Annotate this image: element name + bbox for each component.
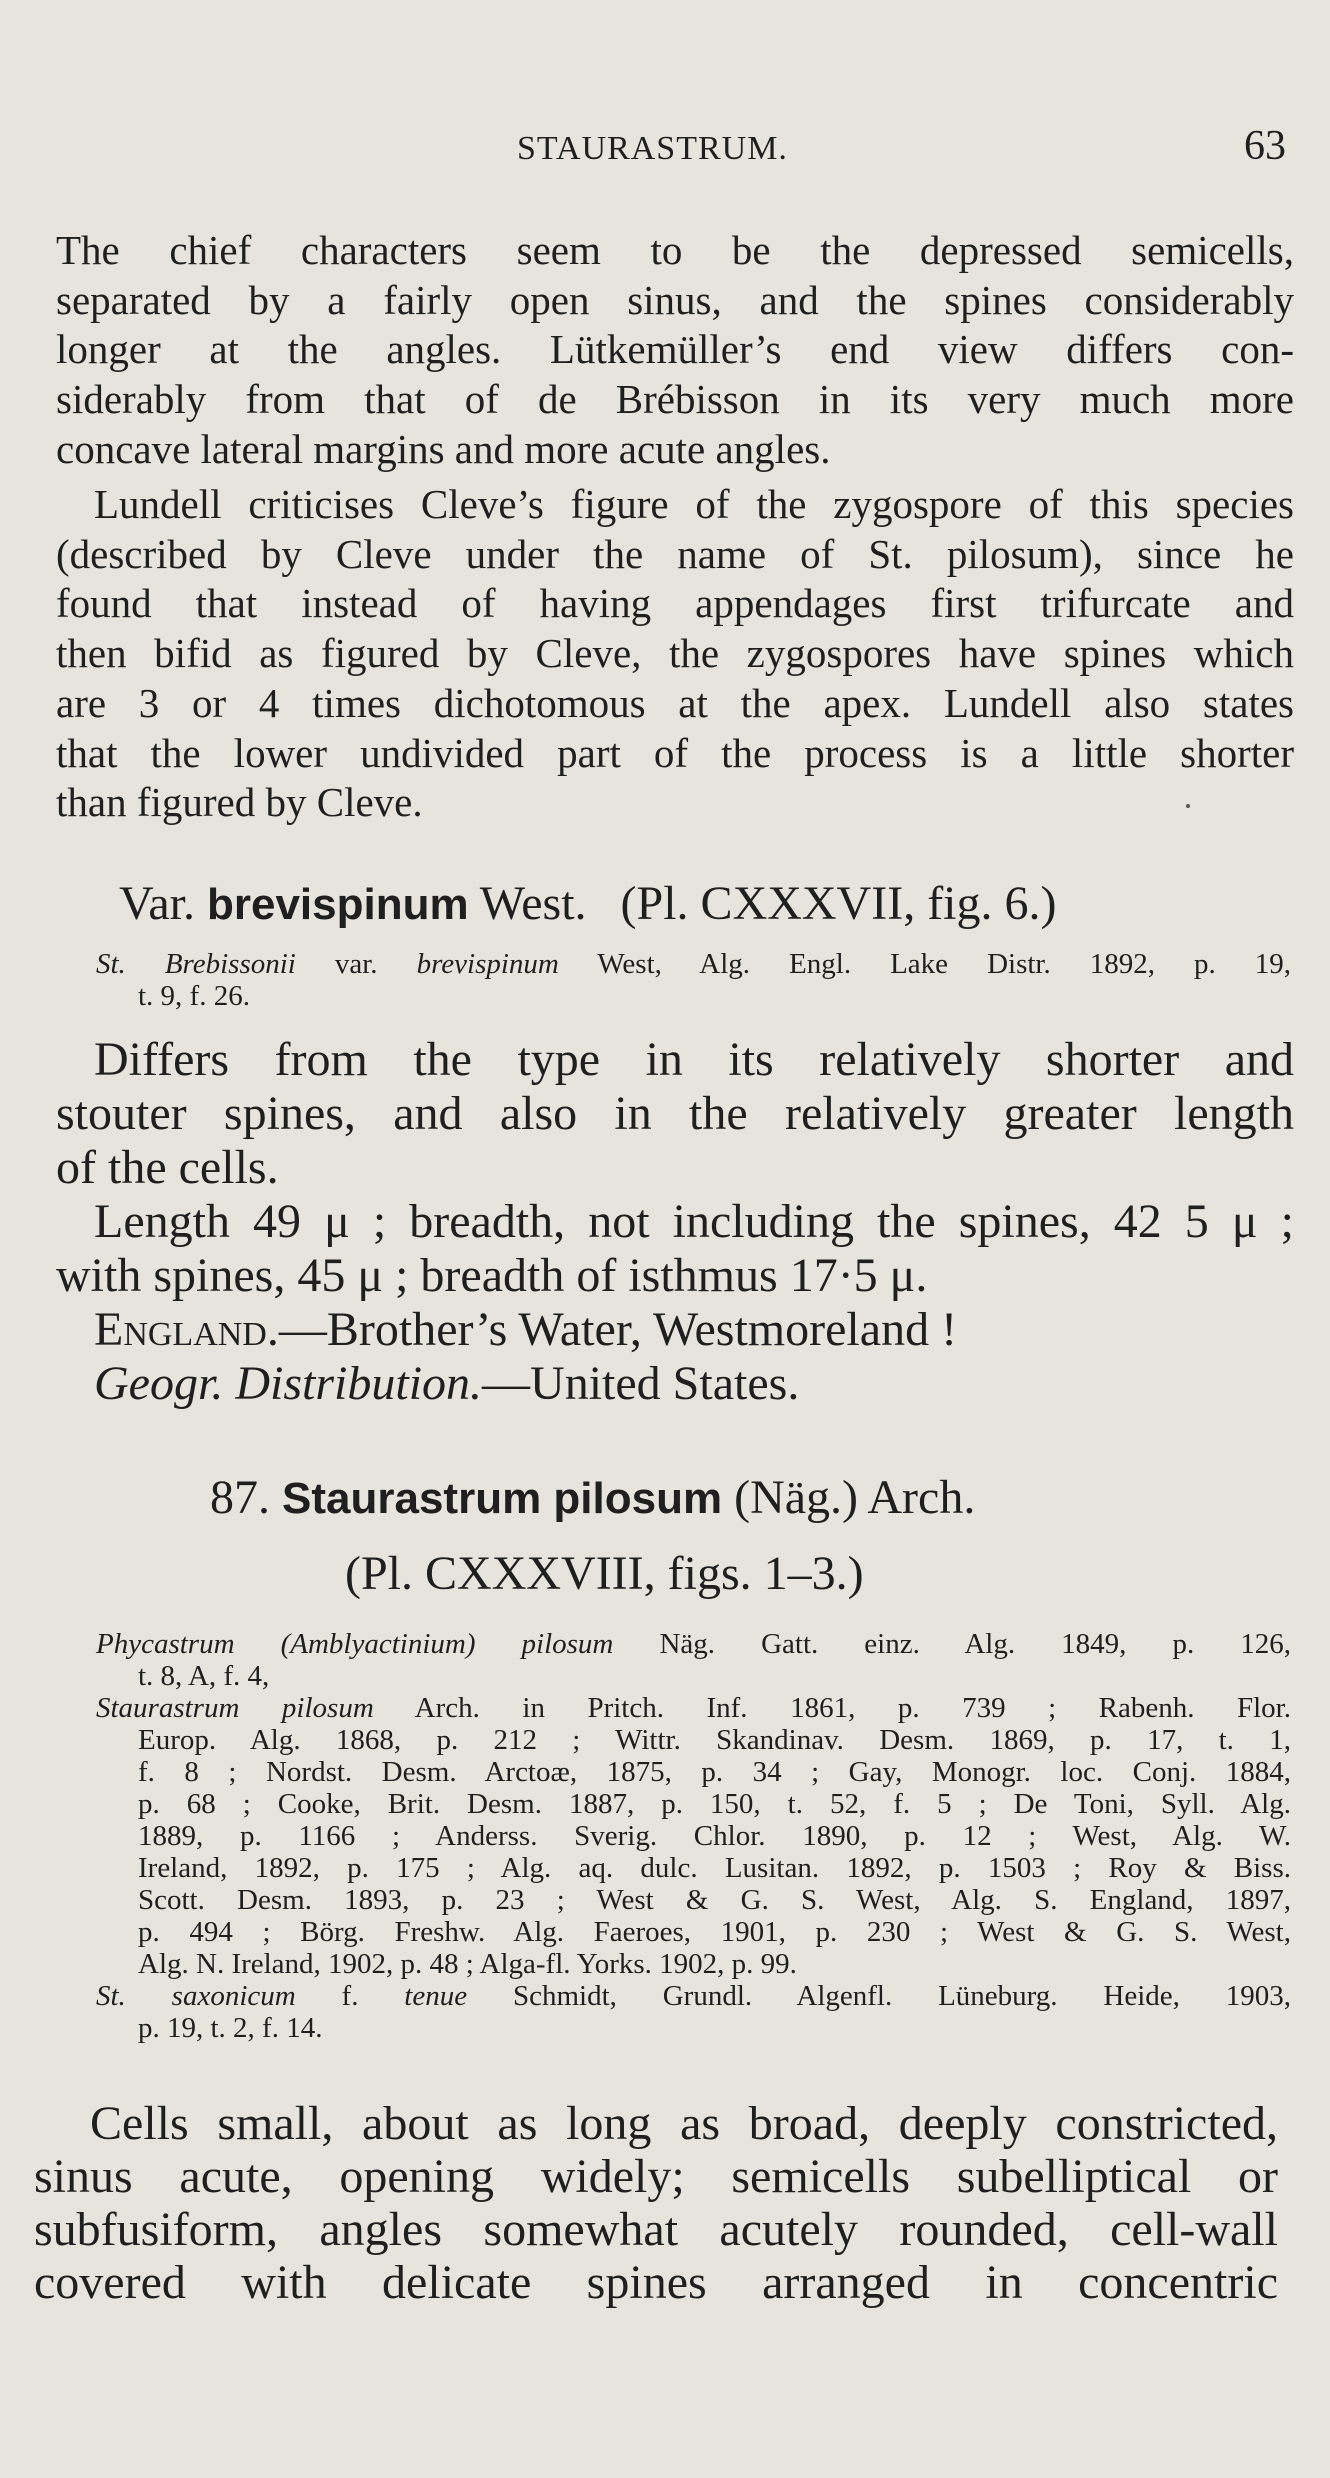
text-line: siderably from that of de Brébisson in its very much more	[56, 376, 1294, 423]
text-line: longer at the angles. Lütkemüller’s end view differs con-	[56, 326, 1294, 373]
species-number: 87.	[210, 1471, 270, 1524]
synonymy-citation: p. 19, t. 2, f. 14.	[138, 2012, 323, 2044]
species-description	[34, 2097, 1278, 2309]
variety-name: brevispinum	[206, 880, 469, 929]
text-line: concave lateral margins and more acute angles.	[56, 425, 831, 472]
printer-speck	[1186, 804, 1190, 808]
synonymy-taxon: tenue	[404, 1980, 468, 2012]
synonymy-line	[96, 1884, 1291, 1916]
synonymy-taxon: St. saxonicum	[96, 1980, 296, 2012]
text-line: (described by Cleve under the name of St. pilosum), since he	[56, 530, 1294, 577]
synonymy-taxon: Staurastrum pilosum	[96, 1692, 374, 1724]
variety-description	[56, 1033, 1294, 1411]
synonymy-line	[96, 1948, 1291, 1980]
ref-var: var.	[334, 948, 378, 980]
species-name: Staurastrum pilosum	[282, 1474, 723, 1523]
text-line: separated by a fairly open sinus, and the spines considerably	[56, 276, 1294, 323]
species-synonymy	[96, 1628, 1291, 2044]
intro-paragraph	[56, 226, 1294, 475]
synonymy-line	[96, 2012, 1291, 2044]
synonymy-citation: p. 68 ; Cooke, Brit. Desm. 1887, p. 150, t. 52, f. 5 ; De Toni, Syll. Alg.	[138, 1788, 1291, 1820]
synonymy-citation: Ireland, 1892, p. 175 ; Alg. aq. dulc. Lusitan. 1892, p. 1503 ; Roy & Biss.	[138, 1852, 1291, 1884]
species-plate: (Pl. CXXXVIII, figs. 1–3.)	[345, 1547, 864, 1600]
synonymy-citation: f.	[295, 1980, 405, 2012]
synonymy-citation: Scott. Desm. 1893, p. 23 ; West & G. S. West, Alg. S. England, 1897,	[138, 1884, 1291, 1916]
synonymy-line	[96, 1724, 1291, 1756]
england-text: —Brother’s Water, Westmoreland !	[278, 1303, 958, 1356]
variety-author: West.	[479, 877, 587, 930]
ref-taxon-var: brevispinum	[416, 948, 559, 980]
synonymy-line	[96, 1852, 1291, 1884]
measurement-line: with spines, 45 μ ; breadth of isthmus 17·5 μ.	[56, 1249, 928, 1302]
ref-taxon: St. Brebissonii	[96, 948, 296, 980]
measurement-line: Length 49 μ ; breadth, not including the spines, 42 5 μ ;	[94, 1195, 1294, 1248]
lundell-paragraph	[56, 480, 1294, 828]
synonymy-citation: 1889, p. 1166 ; Anderss. Sverig. Chlor. 1890, p. 12 ; West, Alg. W.	[138, 1820, 1291, 1852]
synonymy-line	[96, 1756, 1291, 1788]
ref-line	[96, 948, 1291, 980]
text-line: are 3 or 4 times dichotomous at the apex. Lundell also states	[56, 679, 1294, 726]
text-line: found that instead of having appendages first trifurcate and	[56, 580, 1294, 627]
synonymy-taxon: Phycastrum (Amblyactinium) pilosum	[96, 1628, 614, 1660]
synonymy-citation: Näg. Gatt. einz. Alg. 1849, p. 126,	[613, 1628, 1291, 1660]
synonymy-line	[96, 1692, 1291, 1724]
synonymy-line	[96, 1820, 1291, 1852]
england-label: England.	[94, 1303, 279, 1356]
text-line: sinus acute, opening widely; semicells subelliptical or	[34, 2150, 1278, 2203]
text-line: stouter spines, and also in the relatively greater length	[56, 1087, 1294, 1140]
text-line: that the lower undivided part of the process is a little shorter	[56, 729, 1294, 776]
variety-plate: (Pl. CXXXVII, fig. 6.)	[620, 877, 1057, 930]
ref-line: t. 9, f. 26.	[138, 980, 250, 1012]
text-line: The chief characters seem to be the depressed semicells,	[56, 227, 1294, 273]
variety-heading	[119, 876, 1057, 931]
synonymy-line	[96, 1660, 1291, 1692]
synonymy-citation: Europ. Alg. 1868, p. 212 ; Wittr. Skandinav. Desm. 1869, p. 17, t. 1,	[138, 1724, 1291, 1756]
text-line: covered with delicate spines arranged in concentric	[34, 2256, 1278, 2309]
geogr-text: —United States.	[482, 1357, 800, 1410]
text-line: subfusiform, angles somewhat acutely rounded, cell-wall	[34, 2203, 1278, 2256]
species-heading	[210, 1470, 975, 1525]
distribution-england	[56, 1303, 1294, 1357]
running-title: STAURASTRUM.	[517, 130, 788, 167]
text-line: Lundell criticises Cleve’s figure of the zygospore of this species	[94, 481, 1294, 527]
synonymy-line	[96, 1628, 1291, 1660]
geogr-label: Geogr. Distribution.	[94, 1357, 483, 1410]
synonymy-line	[96, 1916, 1291, 1948]
variety-reference	[96, 948, 1291, 1012]
synonymy-citation: Schmidt, Grundl. Algenfl. Lüneburg. Heide, 1903,	[467, 1980, 1291, 2012]
distribution-geogr	[56, 1357, 1294, 1411]
text-line: Cells small, about as long as broad, deeply constricted,	[90, 2097, 1278, 2150]
synonymy-citation: Arch. in Pritch. Inf. 1861, p. 739 ; Rabenh. Flor.	[373, 1692, 1291, 1724]
synonymy-citation: t. 8, A, f. 4,	[138, 1660, 270, 1692]
species-author: (Näg.) Arch.	[734, 1471, 976, 1524]
ref-citation: West, Alg. Engl. Lake Distr. 1892, p. 19,	[597, 948, 1291, 980]
page-number: 63	[1244, 123, 1286, 169]
text-line: Differs from the type in its relatively shorter and	[94, 1033, 1294, 1086]
text-line: than figured by Cleve.	[56, 779, 423, 826]
text-line: of the cells.	[56, 1141, 279, 1194]
synonymy-line	[96, 1980, 1291, 2012]
text-line: then bifid as figured by Cleve, the zygospores have spines which	[56, 630, 1294, 677]
synonymy-citation: Alg. N. Ireland, 1902, p. 48 ; Alga-fl. Yorks. 1902, p. 99.	[138, 1948, 797, 1980]
synonymy-citation: p. 494 ; Börg. Freshw. Alg. Faeroes, 1901, p. 230 ; West & G. S. West,	[138, 1916, 1291, 1948]
variety-prefix: Var.	[119, 877, 195, 930]
synonymy-citation: f. 8 ; Nordst. Desm. Arctoæ, 1875, p. 34 ; Gay, Monogr. loc. Conj. 1884,	[138, 1756, 1291, 1788]
synonymy-line	[96, 1788, 1291, 1820]
